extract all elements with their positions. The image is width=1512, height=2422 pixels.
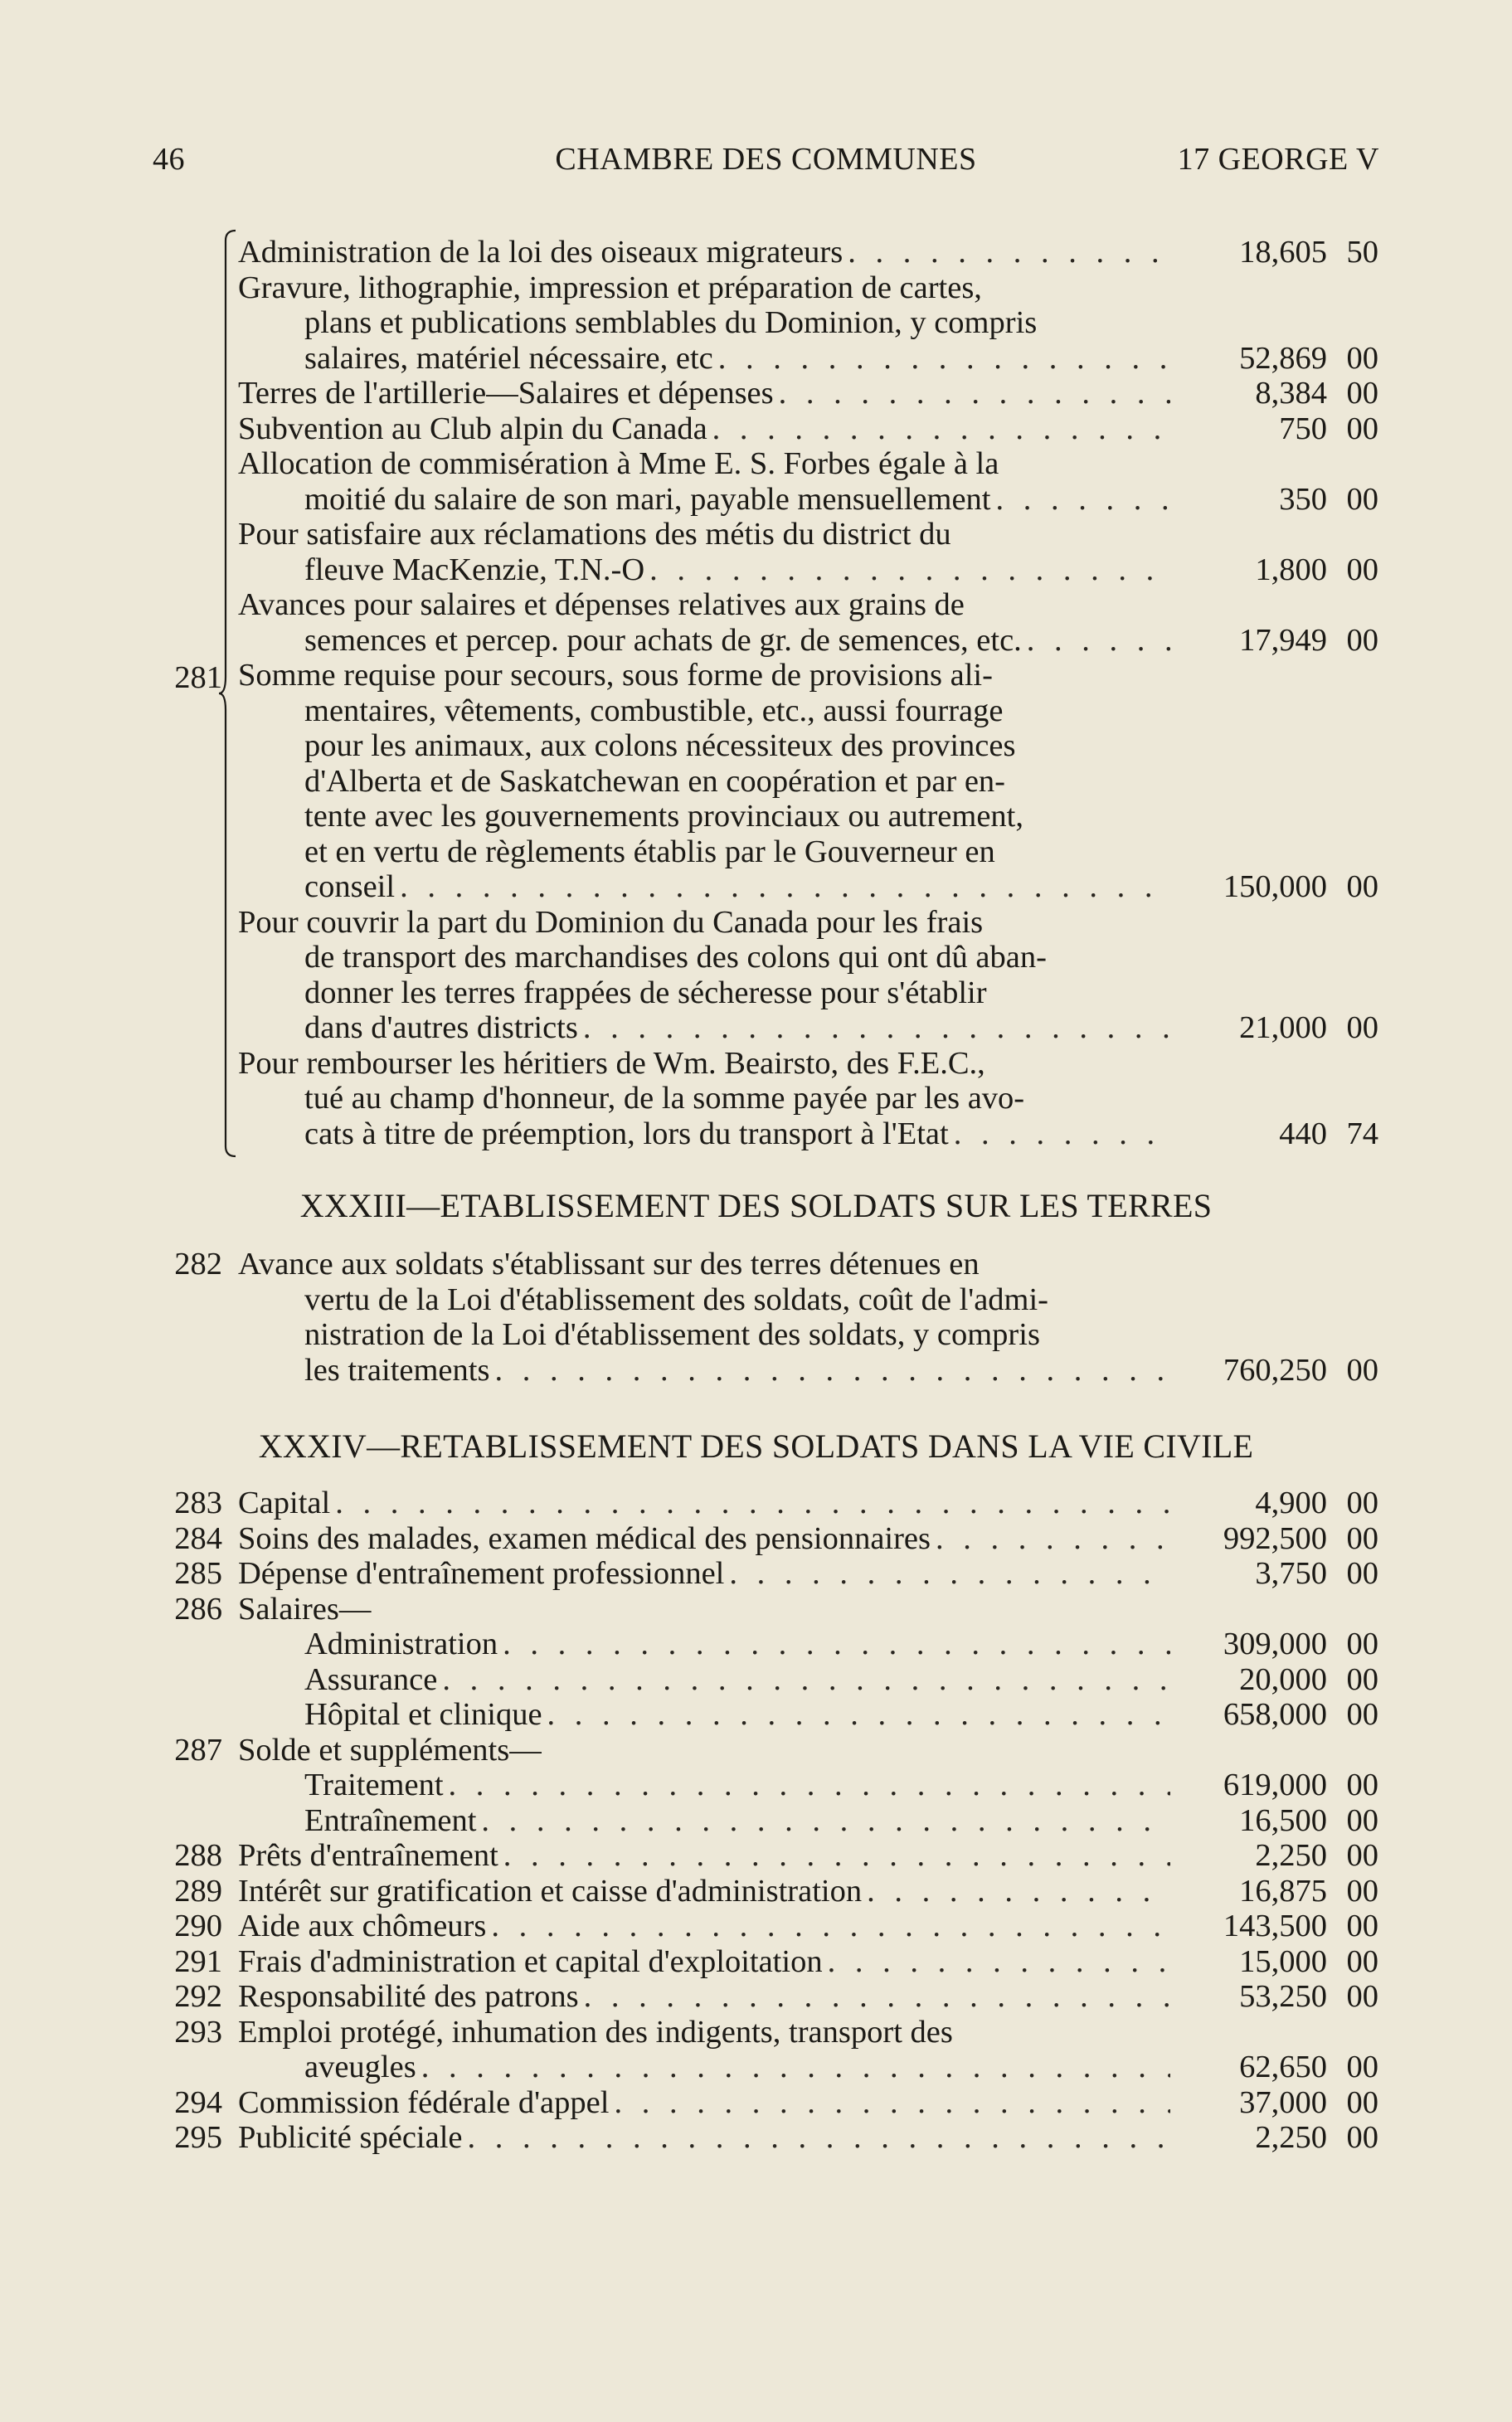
vote-number: 287	[174, 1732, 222, 1768]
amount-cents: 00	[1346, 411, 1378, 446]
estimate-line	[0, 1626, 1512, 1662]
estimate-line	[0, 1352, 1512, 1389]
amount-dollars: 143,500	[1223, 1909, 1327, 1943]
estimate-line	[0, 1591, 1512, 1627]
estimate-line	[0, 304, 1512, 341]
item-description	[304, 340, 1170, 377]
item-description	[304, 975, 1170, 1011]
estimate-line	[0, 411, 1512, 447]
estimate-line	[0, 1316, 1512, 1353]
item-text: Terres de l'artillerie—Salaires et dépenses	[238, 376, 774, 411]
dot-leader	[991, 481, 1171, 518]
item-description	[238, 2084, 1170, 2121]
amount-cents: 00	[1346, 1697, 1378, 1732]
estimate-line	[0, 1485, 1512, 1521]
dot-leader	[724, 1555, 1170, 1592]
amount-dollars: 440	[1279, 1116, 1327, 1151]
amount-cents: 00	[1346, 2050, 1378, 2084]
item-text: Frais d'administration et capital d'exploitation	[238, 1943, 823, 1979]
item-text: Pour couvrir la part du Dominion du Canada pour les frais	[238, 904, 984, 940]
estimate-line	[0, 2049, 1512, 2085]
vote-number-281: 281	[174, 660, 222, 695]
dot-leader	[609, 2084, 1170, 2121]
estimate-line	[0, 1661, 1512, 1698]
estimate-line	[0, 1080, 1512, 1116]
estimate-line	[0, 2014, 1512, 2050]
item-text: Responsabilité des patrons	[238, 1979, 579, 2014]
item-description	[304, 798, 1170, 834]
page-number: 46	[153, 142, 185, 177]
dot-leader	[437, 1661, 1170, 1698]
dot-leader	[542, 1696, 1170, 1733]
section-heading-xxxiv: XXXIV—RETABLISSEMENT DES SOLDATS DANS LA VIE CIVILE	[258, 1427, 1254, 1465]
amount-dollars: 18,605	[1239, 235, 1327, 270]
item-text: Prêts d'entraînement	[238, 1838, 498, 1873]
item-description	[238, 1873, 1170, 1909]
amount-cents: 00	[1346, 1556, 1378, 1591]
estimate-line	[0, 904, 1512, 941]
vote-number: 285	[174, 1556, 222, 1591]
item-description	[238, 1591, 1170, 1627]
vote-number: 283	[174, 1486, 222, 1520]
item-description	[304, 1080, 1170, 1116]
page-header	[153, 141, 1379, 187]
item-description	[304, 868, 1170, 905]
item-text: Capital	[238, 1486, 331, 1520]
item-description	[304, 727, 1170, 764]
item-description	[238, 270, 1170, 306]
amount-cents: 00	[1346, 1838, 1378, 1873]
item-description	[304, 1352, 1170, 1389]
amount-cents: 00	[1346, 340, 1378, 376]
estimate-line	[0, 1943, 1512, 1980]
item-description	[304, 622, 1170, 659]
amount-cents: 00	[1346, 1627, 1378, 1661]
item-text: fleuve MacKenzie, T.N.-O	[304, 552, 645, 587]
estimate-line	[0, 622, 1512, 659]
item-text: salaires, matériel nécessaire, etc	[304, 340, 713, 376]
item-text: Administration de la loi des oiseaux migrateurs	[238, 235, 844, 270]
dot-leader	[395, 868, 1170, 905]
amount-dollars: 21,000	[1239, 1010, 1327, 1045]
item-text: pour les animaux, aux colons nécessiteux des provinces	[304, 728, 1016, 763]
item-description	[304, 834, 1170, 870]
amount-dollars: 8,384	[1255, 376, 1327, 411]
item-text: Avance aux soldats s'établissant sur des terres détenues en	[238, 1247, 980, 1282]
dot-leader	[707, 411, 1170, 447]
item-description	[304, 552, 1170, 588]
item-description	[238, 2119, 1170, 2156]
vote-number: 286	[174, 1591, 222, 1627]
dot-leader	[931, 1520, 1170, 1557]
estimate-line	[0, 1873, 1512, 1909]
amount-cents: 00	[1346, 622, 1378, 658]
estimate-line	[0, 2084, 1512, 2121]
item-description	[238, 1555, 1170, 1592]
item-text: et en vertu de règlements établis par le Gouverneur en	[304, 834, 995, 869]
item-description	[238, 1837, 1170, 1874]
amount-dollars: 2,250	[1255, 1838, 1327, 1873]
item-description	[238, 1246, 1170, 1282]
amount-cents: 00	[1346, 1909, 1378, 1943]
item-text: Pour rembourser les héritiers de Wm. Beairsto, des F.E.C.,	[238, 1045, 985, 1081]
item-text: d'Alberta et de Saskatchewan en coopération et par en-	[304, 763, 1006, 799]
estimate-line	[0, 975, 1512, 1011]
amount-cents: 00	[1346, 1943, 1378, 1979]
vote-number: 289	[174, 1873, 222, 1909]
vote-number: 291	[174, 1943, 222, 1979]
amount-cents: 00	[1346, 2120, 1378, 2155]
item-description	[238, 657, 1170, 693]
estimate-line	[0, 2119, 1512, 2156]
estimate-line	[0, 481, 1512, 518]
item-description	[304, 1116, 1170, 1152]
dot-leader	[713, 340, 1170, 377]
amount-cents: 00	[1346, 552, 1378, 587]
amount-dollars: 2,250	[1255, 2120, 1327, 2155]
estimate-line	[0, 234, 1512, 270]
item-description	[304, 1696, 1170, 1733]
amount-cents: 00	[1346, 481, 1378, 517]
dot-leader	[489, 1352, 1170, 1389]
dot-leader	[862, 1873, 1170, 1909]
estimate-line	[0, 1520, 1512, 1557]
amount-dollars: 1,800	[1255, 552, 1327, 587]
amount-dollars: 750	[1279, 411, 1327, 446]
item-description	[238, 234, 1170, 270]
item-description	[238, 1908, 1170, 1944]
estimate-line	[0, 798, 1512, 834]
estimate-line	[0, 1555, 1512, 1592]
item-text: aveugles	[304, 2050, 416, 2084]
item-text: nistration de la Loi d'établissement des soldats, y compris	[304, 1317, 1040, 1352]
vote-number: 288	[174, 1838, 222, 1873]
amount-cents: 74	[1346, 1116, 1378, 1151]
amount-cents: 50	[1346, 235, 1378, 270]
dot-leader	[444, 1767, 1170, 1803]
item-text: semences et percep. pour achats de gr. de semences, etc.	[304, 622, 1022, 658]
estimate-line	[0, 1009, 1512, 1046]
dot-leader	[486, 1908, 1170, 1944]
amount-dollars: 4,900	[1255, 1486, 1327, 1520]
item-text: Administration	[304, 1627, 498, 1661]
item-description	[238, 904, 1170, 941]
estimate-line	[0, 516, 1512, 552]
amount-dollars: 62,650	[1239, 2050, 1327, 2084]
item-description	[238, 1485, 1170, 1521]
amount-dollars: 53,250	[1239, 1979, 1327, 2014]
amount-cents: 00	[1346, 1010, 1378, 1045]
dot-leader	[774, 375, 1170, 411]
item-text: cats à titre de préemption, lors du transport à l'Etat	[304, 1116, 949, 1151]
dot-leader	[644, 552, 1170, 588]
amount-dollars: 619,000	[1223, 1768, 1327, 1802]
amount-dollars: 150,000	[1223, 869, 1327, 904]
item-text: Gravure, lithographie, impression et préparation de cartes,	[238, 270, 982, 305]
dot-leader	[843, 234, 1170, 270]
item-text: Aide aux chômeurs	[238, 1909, 487, 1943]
amount-dollars: 37,000	[1239, 2084, 1327, 2120]
page-title: CHAMBRE DES COMMUNES	[555, 142, 977, 177]
item-text: plans et publications semblables du Dominion, y compris	[304, 305, 1038, 340]
estimate-line	[0, 1246, 1512, 1282]
amount-dollars: 16,875	[1239, 1873, 1327, 1909]
vote-number: 294	[174, 2084, 222, 2120]
item-text: dans d'autres districts	[304, 1010, 578, 1045]
item-description	[304, 763, 1170, 800]
item-description	[238, 1520, 1170, 1557]
item-description	[304, 939, 1170, 975]
item-description	[304, 693, 1170, 729]
estimate-line	[0, 445, 1512, 482]
amount-dollars: 3,750	[1255, 1556, 1327, 1591]
dot-leader	[578, 1009, 1170, 1046]
item-text: Somme requise pour secours, sous forme de provisions ali-	[238, 658, 993, 693]
dot-leader	[476, 1802, 1170, 1839]
amount-dollars: 52,869	[1239, 340, 1327, 376]
item-description	[238, 411, 1170, 447]
item-description	[304, 1009, 1170, 1046]
item-description	[304, 2049, 1170, 2085]
item-text: tente avec les gouvernements provinciaux ou autrement,	[304, 799, 1024, 834]
item-text: vertu de la Loi d'établissement des soldats, coût de l'admi-	[304, 1282, 1049, 1317]
amount-cents: 00	[1346, 376, 1378, 411]
item-text: donner les terres frappées de sécheresse pour s'établir	[304, 975, 987, 1010]
amount-dollars: 15,000	[1239, 1943, 1327, 1979]
amount-cents: 00	[1346, 1873, 1378, 1909]
dot-leader	[823, 1943, 1170, 1980]
dot-leader	[462, 2119, 1170, 2156]
vote-number: 293	[174, 2014, 222, 2050]
amount-dollars: 350	[1279, 481, 1327, 517]
vote-number: 290	[174, 1909, 222, 1943]
vote-number: 282	[174, 1247, 222, 1282]
item-text: moitié du salaire de son mari, payable mensuellement	[304, 481, 991, 517]
item-text: mentaires, vêtements, combustible, etc., aussi fourrage	[304, 693, 1004, 728]
estimate-line	[0, 586, 1512, 623]
amount-dollars: 992,500	[1223, 1520, 1327, 1556]
amount-cents: 00	[1346, 2084, 1378, 2120]
item-text: les traitements	[304, 1352, 490, 1388]
estimate-line	[0, 727, 1512, 764]
item-description	[304, 1802, 1170, 1839]
dot-leader	[498, 1626, 1170, 1662]
item-description	[238, 516, 1170, 552]
amount-dollars: 20,000	[1239, 1661, 1327, 1697]
item-description	[238, 1943, 1170, 1980]
item-text: Salaires—	[238, 1591, 372, 1627]
vote-number: 292	[174, 1979, 222, 2014]
amount-dollars: 16,500	[1239, 1802, 1327, 1838]
estimate-line	[0, 1282, 1512, 1318]
dot-leader	[498, 1837, 1170, 1874]
vote-number: 284	[174, 1520, 222, 1556]
item-text: Intérêt sur gratification et caisse d'administration	[238, 1873, 863, 1909]
item-description	[304, 1626, 1170, 1662]
estimate-line	[0, 1767, 1512, 1803]
estimate-line	[0, 1732, 1512, 1768]
item-text: Entraînement	[304, 1802, 477, 1838]
item-text: Subvention au Club alpin du Canada	[238, 411, 707, 446]
estimate-line	[0, 1978, 1512, 2015]
session-label: 17 GEORGE V	[1177, 142, 1379, 177]
item-text: tué au champ d'honneur, de la somme payée par les avo-	[304, 1081, 1025, 1116]
estimate-line	[0, 657, 1512, 693]
estimate-line	[0, 763, 1512, 800]
amount-cents: 00	[1346, 1520, 1378, 1556]
item-text: Traitement	[304, 1768, 444, 1802]
item-text: Hôpital et clinique	[304, 1697, 542, 1732]
dot-leader	[416, 2049, 1170, 2085]
amount-cents: 00	[1346, 1661, 1378, 1697]
estimate-line	[0, 868, 1512, 905]
amount-cents: 00	[1346, 1352, 1378, 1388]
item-text: Publicité spéciale	[238, 2120, 463, 2155]
dot-leader	[1022, 622, 1170, 659]
item-description	[238, 1045, 1170, 1082]
amount-cents: 00	[1346, 1768, 1378, 1802]
amount-cents: 00	[1346, 1802, 1378, 1838]
estimate-line	[0, 552, 1512, 588]
item-description	[238, 375, 1170, 411]
item-description	[238, 1978, 1170, 2015]
item-description	[304, 1661, 1170, 1698]
item-description	[238, 1732, 1170, 1768]
estimate-line	[0, 340, 1512, 377]
estimate-line	[0, 693, 1512, 729]
estimate-line	[0, 1802, 1512, 1839]
item-description	[304, 1767, 1170, 1803]
item-text: Emploi protégé, inhumation des indigents, transport des	[238, 2014, 953, 2050]
item-text: Avances pour salaires et dépenses relatives aux grains de	[238, 587, 965, 622]
item-description	[304, 481, 1170, 518]
item-description	[238, 445, 1170, 482]
estimate-line	[0, 1837, 1512, 1874]
item-description	[304, 304, 1170, 341]
vote-number: 295	[174, 2120, 222, 2155]
item-text: Pour satisfaire aux réclamations des métis du district du	[238, 517, 951, 552]
dot-leader	[949, 1116, 1170, 1152]
estimate-line	[0, 834, 1512, 870]
item-text: Assurance	[304, 1661, 438, 1697]
estimate-line	[0, 1908, 1512, 1944]
section-heading-xxxiii: XXXIII—ETABLISSEMENT DES SOLDATS SUR LES TERRES	[299, 1187, 1213, 1224]
estimate-line	[0, 1696, 1512, 1733]
item-description	[304, 1316, 1170, 1353]
amount-cents: 00	[1346, 1979, 1378, 2014]
amount-dollars: 760,250	[1223, 1352, 1327, 1388]
amount-dollars: 17,949	[1239, 622, 1327, 658]
item-text: Dépense d'entraînement professionnel	[238, 1556, 725, 1591]
item-description	[304, 1282, 1170, 1318]
item-description	[238, 586, 1170, 623]
dot-leader	[330, 1485, 1170, 1521]
amount-cents: 00	[1346, 869, 1378, 904]
item-text: Solde et suppléments—	[238, 1732, 542, 1768]
amount-cents: 00	[1346, 1486, 1378, 1520]
item-text: Soins des malades, examen médical des pensionnaires	[238, 1520, 931, 1556]
item-text: conseil	[304, 869, 396, 904]
item-text: Commission fédérale d'appel	[238, 2084, 610, 2120]
estimate-line	[0, 375, 1512, 411]
estimate-line	[0, 270, 1512, 306]
item-text: Allocation de commisération à Mme E. S. Forbes égale à la	[238, 446, 999, 481]
item-text: de transport des marchandises des colons qui ont dû aban-	[304, 940, 1047, 975]
dot-leader	[579, 1978, 1170, 2015]
estimate-line	[0, 1045, 1512, 1082]
item-description	[238, 2014, 1170, 2050]
amount-dollars: 309,000	[1223, 1627, 1327, 1661]
amount-dollars: 658,000	[1223, 1697, 1327, 1732]
estimate-line	[0, 939, 1512, 975]
estimate-line	[0, 1116, 1512, 1152]
